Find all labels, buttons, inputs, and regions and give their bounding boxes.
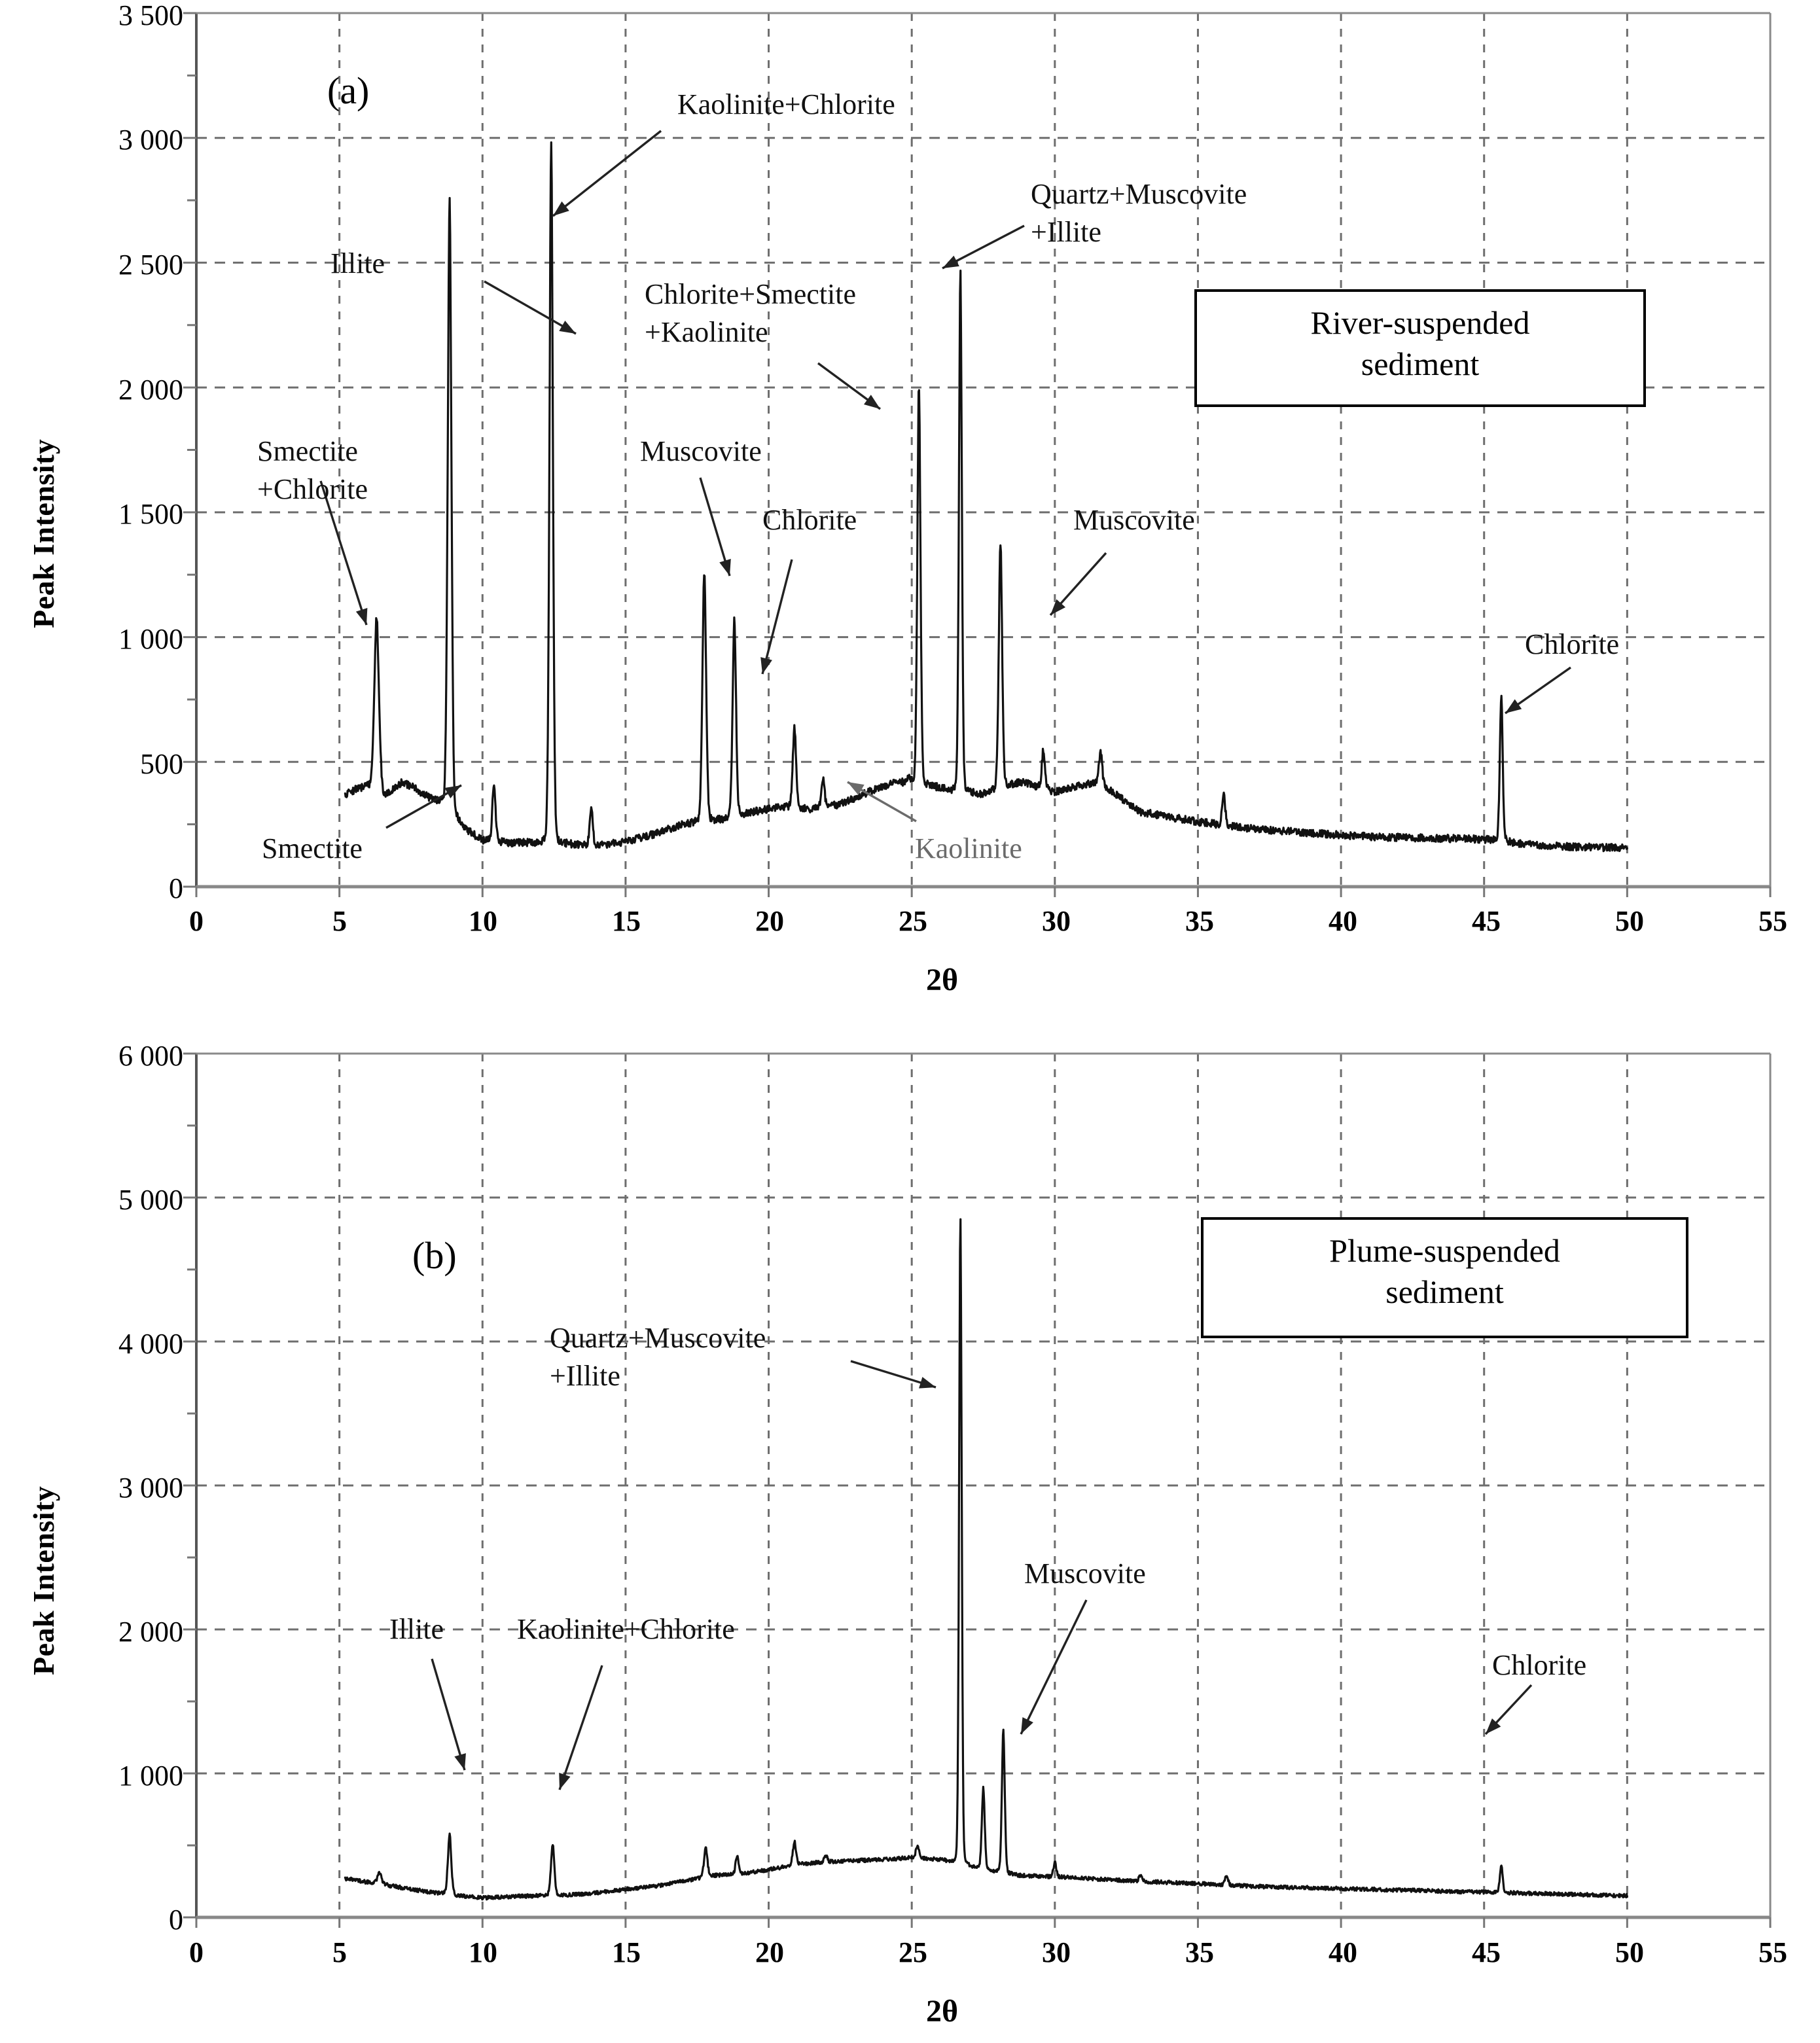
panel-a-xtick-35: 35 (1185, 905, 1214, 937)
annot-quartz-muscovite-illite-b-line2: +Illite (550, 1360, 620, 1392)
panel-a-tag: (a) (327, 69, 370, 112)
annot-quartz-muscovite-illite-a-line1: Quartz+Muscovite (1031, 178, 1247, 210)
panel-b-plot (0, 1021, 1820, 2043)
panel-b-xtick-15: 15 (612, 1936, 641, 1968)
panel-a-legend-box (1194, 289, 1646, 407)
panel-b-ytick-2000: 2 000 (118, 1616, 183, 1648)
panel-a-ytick-1000: 1 000 (118, 623, 183, 655)
panel-a-ytick-500: 500 (140, 748, 183, 780)
panel-a-xtick-25: 25 (899, 905, 927, 937)
panel-b-xtick-5: 5 (332, 1936, 347, 1968)
panel-b-legend-line1: Plume-suspended (1329, 1232, 1560, 1269)
panel-a-legend-line1: River-suspended (1310, 304, 1530, 341)
panel-a-xtick-50: 50 (1615, 905, 1644, 937)
annot-quartz-muscovite-illite-b-line1: Quartz+Muscovite (550, 1322, 766, 1354)
panel-b-ytick-1000: 1 000 (118, 1760, 183, 1792)
panel-a-river-suspended (0, 0, 1820, 1021)
annot-muscovite-a-right: Muscovite (1073, 504, 1195, 536)
panel-a-ytick-0: 0 (169, 872, 183, 904)
panel-a-ytick-3500: 3 500 (118, 0, 183, 31)
annot-smectite-a: Smectite (262, 832, 363, 864)
panel-a-y-axis-title: Peak Intensity (27, 438, 60, 628)
panel-b-ytick-5000: 5 000 (118, 1184, 183, 1216)
panel-a-xtick-15: 15 (612, 905, 641, 937)
panel-a-ytick-3000: 3 000 (118, 124, 183, 156)
panel-a-xtick-55: 55 (1758, 905, 1787, 937)
annot-kaolinite-chlorite-b: Kaolinite+Chlorite (517, 1613, 735, 1645)
panel-b-xtick-50: 50 (1615, 1936, 1644, 1968)
panel-b-ytick-6000: 6 000 (118, 1040, 183, 1072)
panel-a-legend-line2: sediment (1361, 345, 1480, 382)
annot-chlorite-smectite-kaolinite-a-line2: +Kaolinite (645, 316, 768, 348)
panel-a-xtick-40: 40 (1329, 905, 1357, 937)
panel-b-xtick-55: 55 (1758, 1936, 1787, 1968)
panel-b-xtick-0: 0 (189, 1936, 204, 1968)
panel-b-legend-line2: sediment (1385, 1273, 1504, 1310)
panel-b-xtick-25: 25 (899, 1936, 927, 1968)
panel-a-ytick-2500: 2 500 (118, 249, 183, 281)
panel-b-ytick-3000: 3 000 (118, 1472, 183, 1504)
panel-a-xtick-20: 20 (755, 905, 784, 937)
panel-b-xtick-35: 35 (1185, 1936, 1214, 1968)
annot-kaolinite-a: Kaolinite (915, 832, 1022, 864)
panel-a-xtick-5: 5 (332, 905, 347, 937)
annot-kaolinite-chlorite-a: Kaolinite+Chlorite (677, 88, 895, 120)
annot-illite-a: Illite (330, 247, 385, 279)
panel-b-legend-box (1201, 1217, 1688, 1338)
panel-a-xtick-45: 45 (1472, 905, 1501, 937)
annot-muscovite-b: Muscovite (1024, 1557, 1146, 1590)
annot-smectite-chlorite-a-line1: Smectite (257, 435, 358, 467)
panel-b-x-axis-title: 2θ (926, 1994, 959, 2029)
panel-a-plot (0, 0, 1820, 1021)
panel-a-ytick-2000: 2 000 (118, 374, 183, 406)
panel-b-tag: (b) (412, 1234, 457, 1277)
panel-a-ytick-1500: 1 500 (118, 498, 183, 530)
panel-b-xtick-40: 40 (1329, 1936, 1357, 1968)
annot-illite-b: Illite (389, 1613, 444, 1645)
panel-b-y-axis-title: Peak Intensity (27, 1485, 60, 1675)
panel-b-xtick-30: 30 (1042, 1936, 1071, 1968)
annot-smectite-chlorite-a-line2: +Chlorite (257, 473, 368, 505)
annot-chlorite-b: Chlorite (1492, 1649, 1587, 1681)
annot-chlorite-a-right: Chlorite (1525, 628, 1620, 660)
panel-a-xtick-30: 30 (1042, 905, 1071, 937)
panel-b-xtick-10: 10 (469, 1936, 497, 1968)
panel-a-xtick-10: 10 (469, 905, 497, 937)
panel-b-plume-suspended (0, 1021, 1820, 2043)
annot-quartz-muscovite-illite-a-line2: +Illite (1031, 216, 1101, 248)
panel-b-xtick-20: 20 (755, 1936, 784, 1968)
panel-a-x-axis-title: 2θ (926, 963, 959, 997)
annot-muscovite-a-mid: Muscovite (640, 435, 762, 467)
annot-chlorite-a-mid: Chlorite (762, 504, 857, 536)
annot-chlorite-smectite-kaolinite-a-line1: Chlorite+Smectite (645, 278, 856, 310)
panel-a-xtick-0: 0 (189, 905, 204, 937)
panel-b-ytick-0: 0 (169, 1904, 183, 1936)
panel-b-xtick-45: 45 (1472, 1936, 1501, 1968)
panel-b-ytick-4000: 4 000 (118, 1328, 183, 1360)
